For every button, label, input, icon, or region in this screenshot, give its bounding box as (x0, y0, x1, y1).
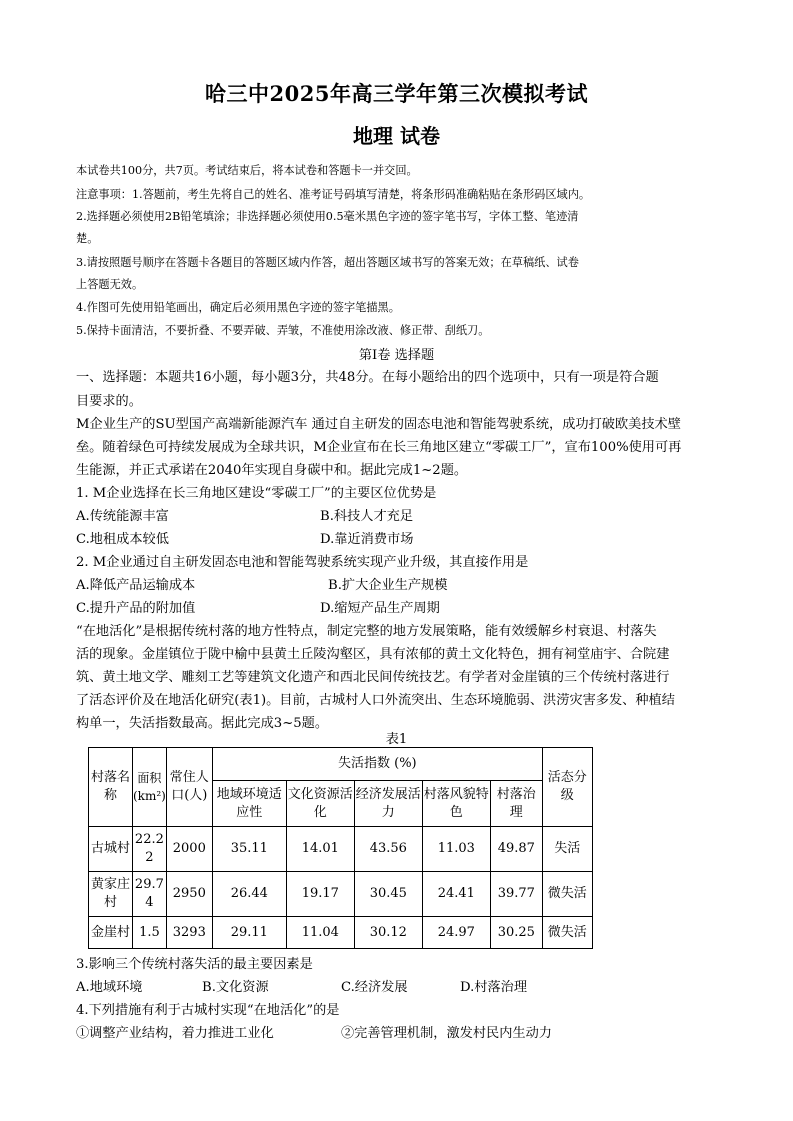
cell-value: 35.11 (212, 827, 286, 872)
option-a: A.地域环境 (76, 980, 143, 995)
cell-value: 11.04 (286, 917, 354, 949)
passage-line: 构单一，失活指数最高。据此完成3~5题。 (76, 716, 329, 731)
header-sub: 村落治理 (490, 781, 542, 827)
question-stem: 2. M企业通过自主研发固态电池和智能驾驶系统实现产业升级，其直接作用是 (76, 555, 529, 570)
note-line: 4.作图可先使用铅笔画出，确定后必须用黑色字迹的签字笔描黑。 (76, 301, 400, 314)
question-stem: 1. M企业选择在长三角地区建设“零碳工厂”的主要区位优势是 (76, 486, 437, 501)
section-intro: 目要求的。 (76, 394, 142, 409)
cell-value: 26.44 (212, 872, 286, 917)
passage-line: 活的现象。金崖镇位于陇中榆中县黄土丘陵沟壑区，具有浓郁的黄土文化特色，拥有祠堂庙宇、合院建 (76, 647, 670, 662)
option-d: D.缩短产品生产周期 (320, 601, 440, 616)
cell-value: 49.87 (490, 827, 542, 872)
note-line: 注意事项：1.答题前，考生先将自己的姓名、准考证号码填写清楚，将条形码准确粘贴在条形码区域内。 (76, 188, 591, 201)
header-population: 常住人口(人) (166, 748, 212, 827)
cell-name: 金崖村 (89, 917, 133, 949)
question-stem: 4.下列措施有利于古城村实现“在地活化”的是 (76, 1003, 340, 1018)
cell-value: 14.01 (286, 827, 354, 872)
passage-line: 垒。随着绿色可持续发展成为全球共识，M企业宣布在长三角地区建立“零碳工厂”，宣布100%使用可再 (76, 440, 682, 455)
table-row (89, 872, 593, 917)
cell-area: 29.74 (133, 872, 167, 917)
cell-grade: 失活 (542, 827, 592, 872)
passage-line: 生能源，并正式承诺在2040年实现自身碳中和。据此完成1~2题。 (76, 463, 468, 478)
table-row (89, 917, 593, 949)
option-2: ②完善管理机制，激发村民内生动力 (341, 1026, 552, 1041)
section-title: 第Ⅰ卷 选择题 (358, 348, 435, 363)
cell-value: 24.41 (422, 872, 490, 917)
note-line: 3.请按照题号顺序在答题卡各题目的答题区域内作答，超出答题区域书写的答案无效；在草稿纸、试卷 (76, 256, 579, 269)
cell-value: 30.45 (354, 872, 422, 917)
question-stem: 3.影响三个传统村落失活的最主要因素是 (76, 957, 313, 972)
cell-pop: 2950 (166, 872, 212, 917)
passage-line: 筑、黄土地文学、雕刻工艺等建筑文化遗产和西北民间传统技艺。有学者对金崖镇的三个传统村落进行 (76, 670, 670, 685)
note-line: 上答题无效。 (76, 278, 144, 291)
option-c: C.经济发展 (341, 980, 408, 995)
option-b: B.文化资源 (202, 980, 269, 995)
option-d: D.靠近消费市场 (320, 532, 414, 547)
exam-title: 哈三中2025年高三学年第三次模拟考试 (205, 81, 588, 106)
section-intro: 一、选择题：本题共16小题，每小题3分，共48分。在每小题给出的四个选项中，只有一项是符合题 (76, 370, 659, 385)
cell-area: 22.22 (133, 827, 167, 872)
cell-value: 43.56 (354, 827, 422, 872)
header-sub: 村落风貌特色 (422, 781, 490, 827)
cell-name: 黄家庄村 (89, 872, 133, 917)
table-caption: 表1 (385, 732, 408, 747)
note-line: 楚。 (76, 232, 99, 245)
cell-pop: 3293 (166, 917, 212, 949)
cell-value: 29.11 (212, 917, 286, 949)
header-deactivation-index: 失活指数 (%) (212, 748, 542, 781)
cell-area: 1.5 (133, 917, 167, 949)
option-a: A.降低产品运输成本 (76, 578, 196, 593)
option-c: C.提升产品的附加值 (76, 601, 196, 616)
note-line: 5.保持卡面清洁，不要折叠、不要弄破、弄皱，不准使用涂改液、修正带、刮纸刀。 (76, 324, 490, 337)
header-sub: 文化资源活化 (286, 781, 354, 827)
cell-grade: 微失活 (542, 917, 592, 949)
header-vitality-grade: 活态分级 (542, 748, 592, 827)
passage-line: M企业生产的SU型国产高端新能源汽车 通过自主研发的固态电池和智能驾驶系统，成功打破欧美技术壁 (76, 417, 681, 432)
exam-subject: 地理 试卷 (353, 124, 440, 148)
header-sub: 经济发展活力 (354, 781, 422, 827)
table-row (89, 827, 593, 872)
note-line: 2.选择题必须使用2B铅笔填涂；非选择题必须使用0.5毫米黑色字迹的签字笔书写，字体工整、笔迹清 (76, 210, 579, 223)
header-village-name: 村落名称 (89, 748, 133, 827)
cell-grade: 微失活 (542, 872, 592, 917)
cell-value: 24.97 (422, 917, 490, 949)
note-line: 本试卷共100分，共7页。考试结束后，将本试卷和答题卡一并交回。 (76, 164, 418, 177)
village-table (88, 747, 593, 949)
cell-value: 30.25 (490, 917, 542, 949)
option-b: B.科技人才充足 (320, 509, 414, 524)
cell-pop: 2000 (166, 827, 212, 872)
option-a: A.传统能源丰富 (76, 509, 169, 524)
cell-value: 30.12 (354, 917, 422, 949)
option-d: D.村落治理 (460, 980, 528, 995)
header-area: 面积(km²) (133, 748, 167, 827)
passage-line: “在地活化”是根据传统村落的地方性特点，制定完整的地方发展策略，能有效缓解乡村衰退、村落失 (76, 624, 657, 639)
cell-value: 19.17 (286, 872, 354, 917)
passage-line: 了活态评价及在地活化研究(表1)。目前，古城村人口外流突出、生态环境脆弱、洪涝灾害多发、种植结 (76, 693, 675, 708)
option-b: B.扩大企业生产规模 (328, 578, 448, 593)
option-1: ①调整产业结构，着力推进工业化 (76, 1026, 274, 1041)
option-c: C.地租成本较低 (76, 532, 169, 547)
cell-value: 11.03 (422, 827, 490, 872)
header-sub: 地域环境适应性 (212, 781, 286, 827)
cell-name: 古城村 (89, 827, 133, 872)
cell-value: 39.77 (490, 872, 542, 917)
